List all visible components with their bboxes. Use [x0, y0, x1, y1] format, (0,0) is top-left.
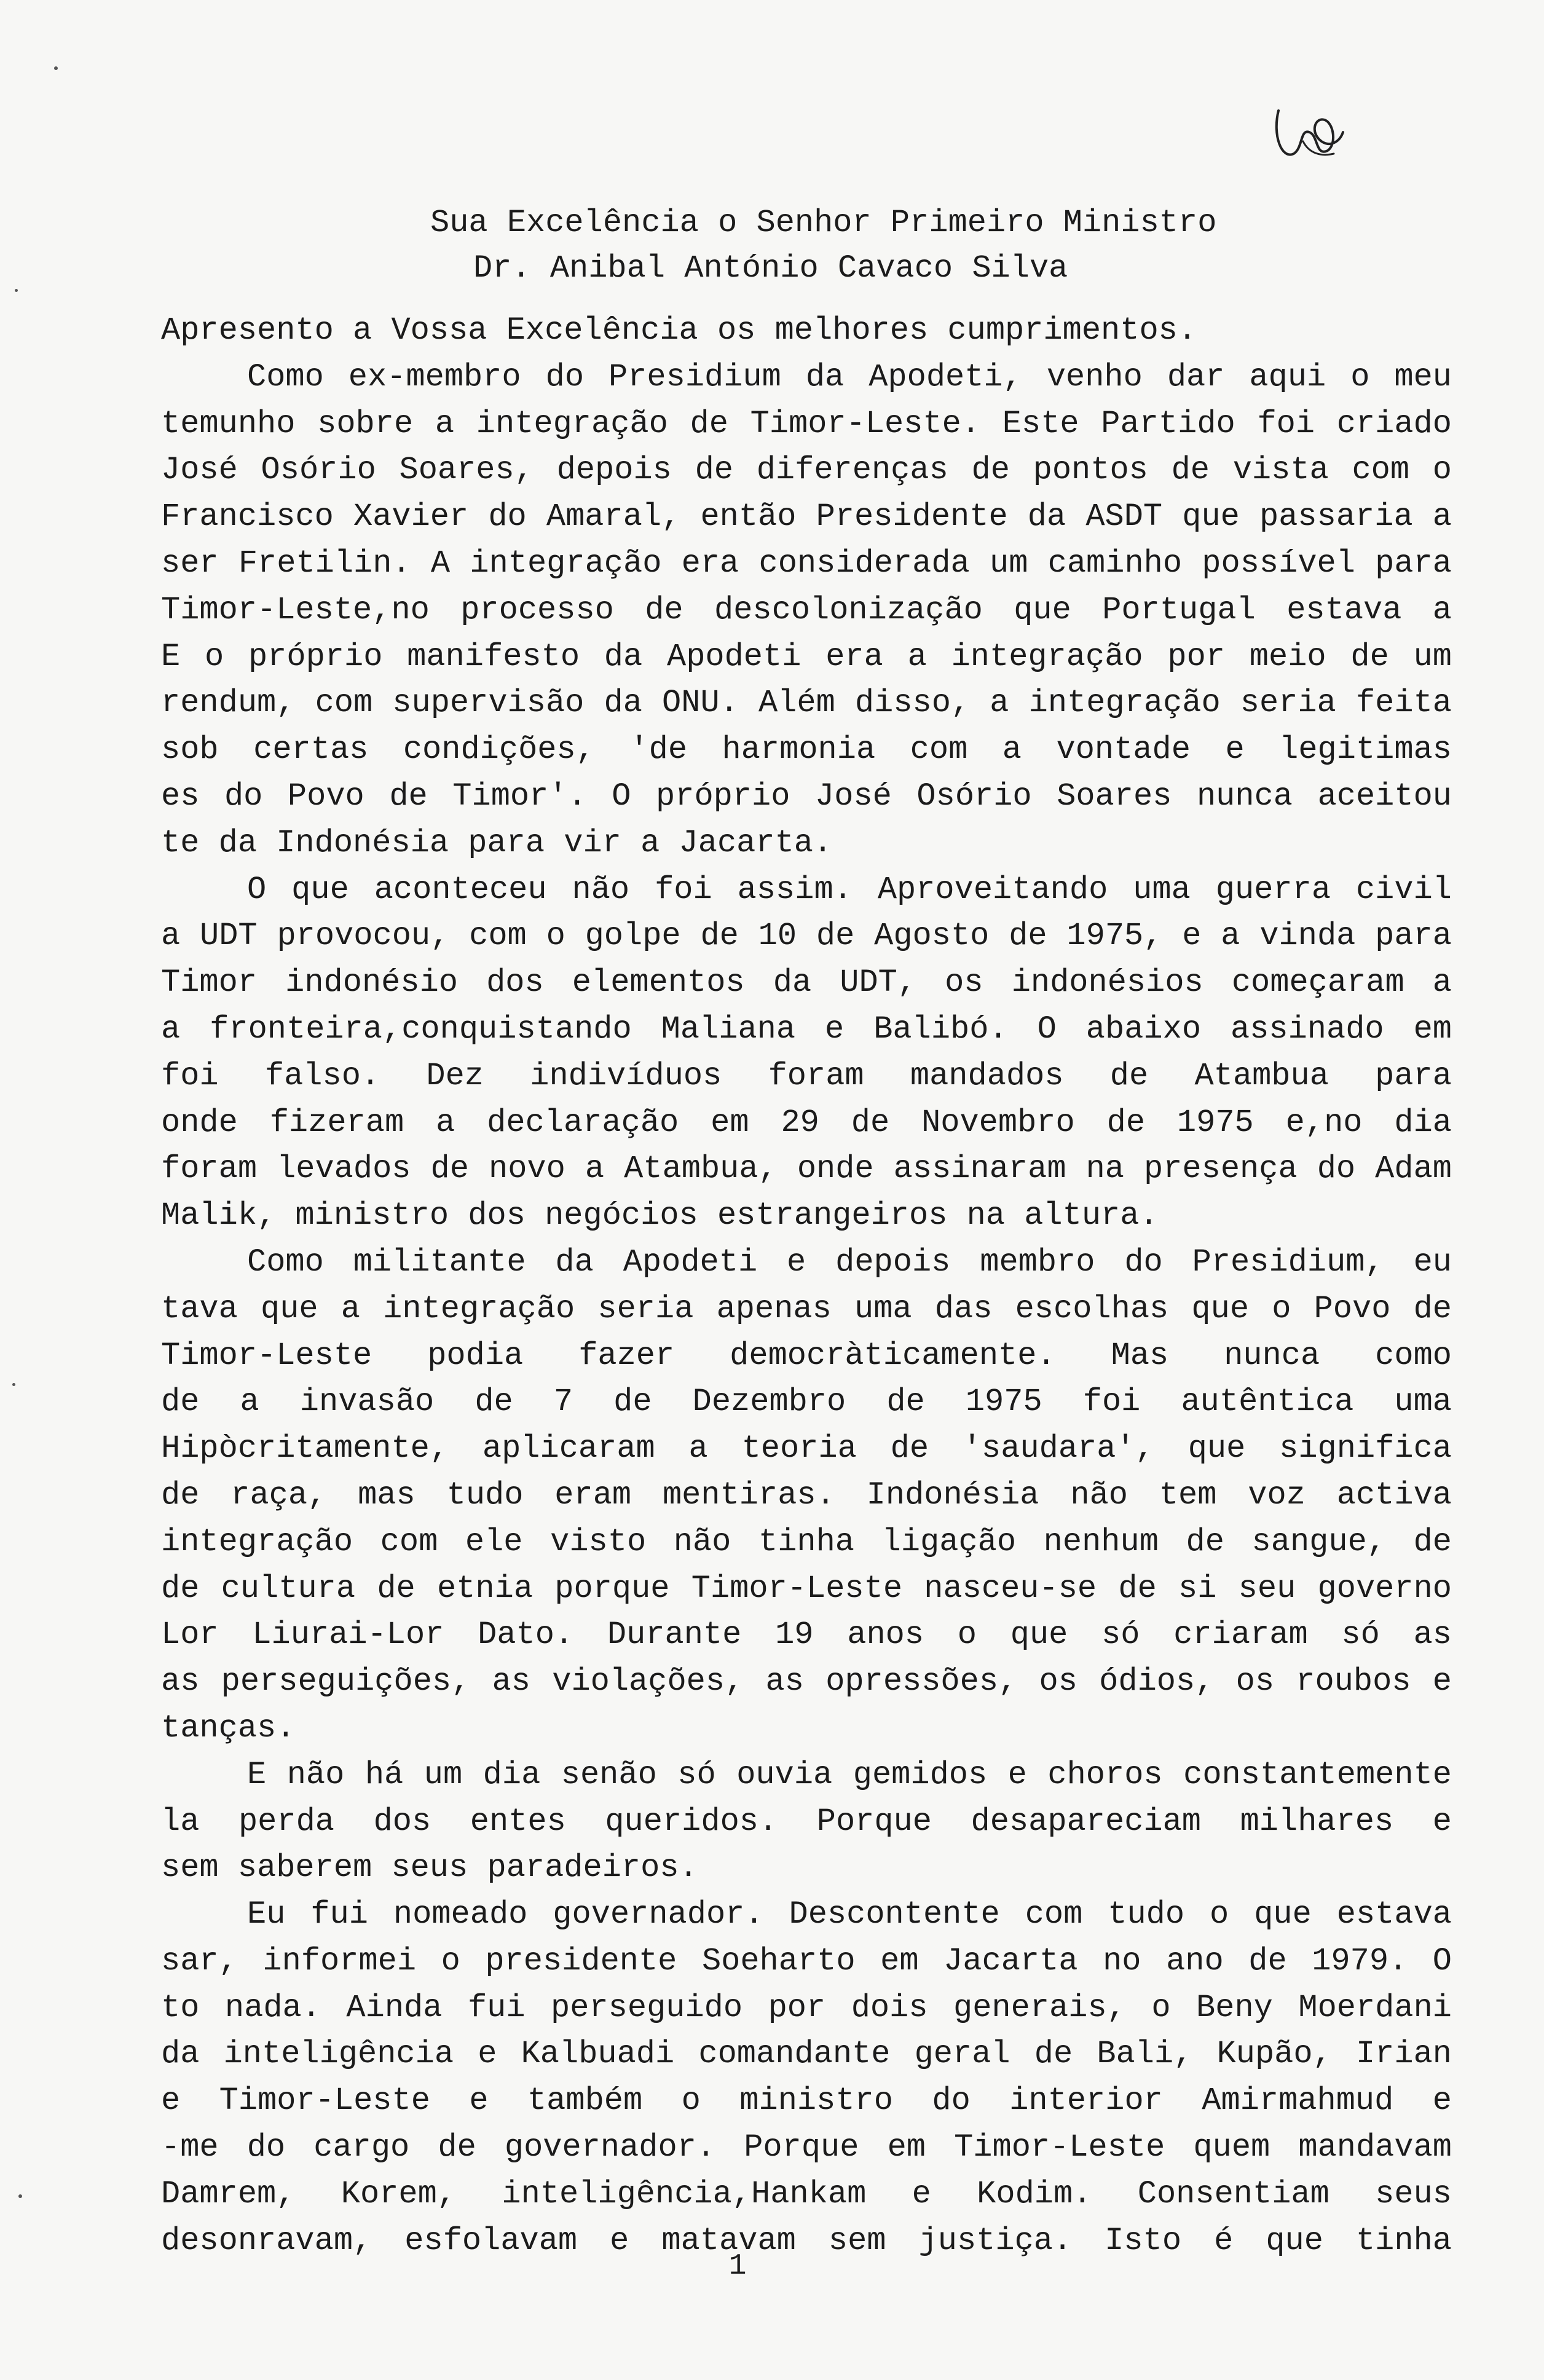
text-line: de cultura de etnia porque Timor-Leste nasceu-se de si seu governo [161, 1570, 1452, 1607]
text-line: Eu fui nomeado governador. Descontente com tudo o que estava [247, 1896, 1452, 1933]
text-line: de a invasão de 7 de Dezembro de 1975 foi autêntica uma [161, 1384, 1452, 1421]
text-line: sob certas condições, 'de harmonia com a vontade e legitimas [161, 731, 1452, 768]
text-line: temunho sobre a integração de Timor-Leste. Este Partido foi criado [161, 405, 1452, 442]
handwritten-initials [1266, 98, 1352, 172]
text-line: to nada. Ainda fui perseguido por dois generais, o Beny Moerdani [161, 1989, 1452, 2026]
text-line: Lor Liurai-Lor Dato. Durante 19 anos o que só criaram só as [161, 1617, 1452, 1653]
text-line: desonravam, esfolavam e matavam sem justiça. Isto é que tinha [161, 2222, 1452, 2259]
text-line: e Timor-Leste e também o ministro do interior Amirmahmud e [161, 2082, 1452, 2119]
text-line: Como ex-membro do Presidium da Apodeti, venho dar aqui o meu [247, 358, 1452, 395]
text-line: sar, informei o presidente Soeharto em Jacarta no ano de 1979. O [161, 1942, 1452, 1979]
text-line: O que aconteceu não foi assim. Aproveitando uma guerra civil [247, 871, 1452, 908]
scan-speck [15, 289, 18, 292]
text-line: Como militante da Apodeti e depois membro do Presidium, eu [247, 1243, 1452, 1280]
text-line: Apresento a Vossa Excelência os melhores cumprimentos. [161, 312, 1197, 349]
scan-speck [54, 66, 58, 70]
text-line: es do Povo de Timor'. O próprio José Osório Soares nunca aceitou [161, 778, 1452, 814]
text-line: onde fizeram a declaração em 29 de Novembro de 1975 e,no dia [161, 1104, 1452, 1141]
text-line: a UDT provocou, com o golpe de 10 de Agosto de 1975, e a vinda para [161, 918, 1452, 955]
text-line: Timor indonésio dos elementos da UDT, os indonésios começaram a [161, 964, 1452, 1001]
text-line: la perda dos entes queridos. Porque desapareciam milhares e [161, 1803, 1452, 1840]
text-line: Hipòcritamente, aplicaram a teoria de 'saudara', que significa [161, 1430, 1452, 1467]
text-line: E o próprio manifesto da Apodeti era a integração por meio de um [161, 638, 1452, 675]
scan-speck [18, 2194, 22, 2198]
text-line: foram levados de novo a Atambua, onde assinaram na presença do Adam [161, 1151, 1452, 1188]
text-line: rendum, com supervisão da ONU. Além disso, a integração seria feita [161, 685, 1452, 722]
text-line: de raça, mas tudo eram mentiras. Indonésia não tem voz activa [161, 1476, 1452, 1513]
text-line: tanças. [161, 1709, 296, 1746]
text-line: da inteligência e Kalbuadi comandante geral de Bali, Kupão, Irian [161, 2036, 1452, 2073]
text-line: tava que a integração seria apenas uma das escolhas que o Povo de [161, 1290, 1452, 1327]
text-line: foi falso. Dez indivíduos foram mandados de Atambua para [161, 1057, 1452, 1094]
text-line: Malik, ministro dos negócios estrangeiros na altura. [161, 1197, 1159, 1234]
text-line: te da Indonésia para vir a Jacarta. [161, 824, 833, 861]
page-number: 1 [728, 2250, 747, 2283]
text-line: integração com ele visto não tinha ligação nenhum de sangue, de [161, 1523, 1452, 1560]
text-line: as perseguições, as violações, as opressões, os ódios, os roubos e [161, 1663, 1452, 1700]
text-line: Timor-Leste,no processo de descolonização que Portugal estava a [161, 591, 1452, 628]
text-line: ser Fretilin. A integração era considerada um caminho possível para [161, 545, 1452, 581]
letter-body [161, 307, 1452, 2264]
text-line: a fronteira,conquistando Maliana e Balibó. O abaixo assinado em [161, 1011, 1452, 1047]
scan-speck [12, 1383, 15, 1386]
text-line: Timor-Leste podia fazer democràticamente. Mas nunca como [161, 1337, 1452, 1374]
text-line: José Osório Soares, depois de diferenças de pontos de vista com o [161, 452, 1452, 489]
text-line: E não há um dia senão só ouvia gemidos e choros constantemente [247, 1756, 1452, 1793]
addressee-line-1: Sua Excelência o Senhor Primeiro Ministro [430, 205, 1217, 241]
text-line: Damrem, Korem, inteligência,Hankam e Kodim. Consentiam seus [161, 2175, 1452, 2212]
text-line: -me do cargo de governador. Porque em Timor-Leste quem mandavam [161, 2129, 1452, 2166]
text-line: sem saberem seus paradeiros. [161, 1850, 698, 1886]
text-line: Francisco Xavier do Amaral, então Presidente da ASDT que passaria a [161, 498, 1452, 535]
addressee-line-2: Dr. Anibal António Cavaco Silva [473, 250, 1068, 286]
